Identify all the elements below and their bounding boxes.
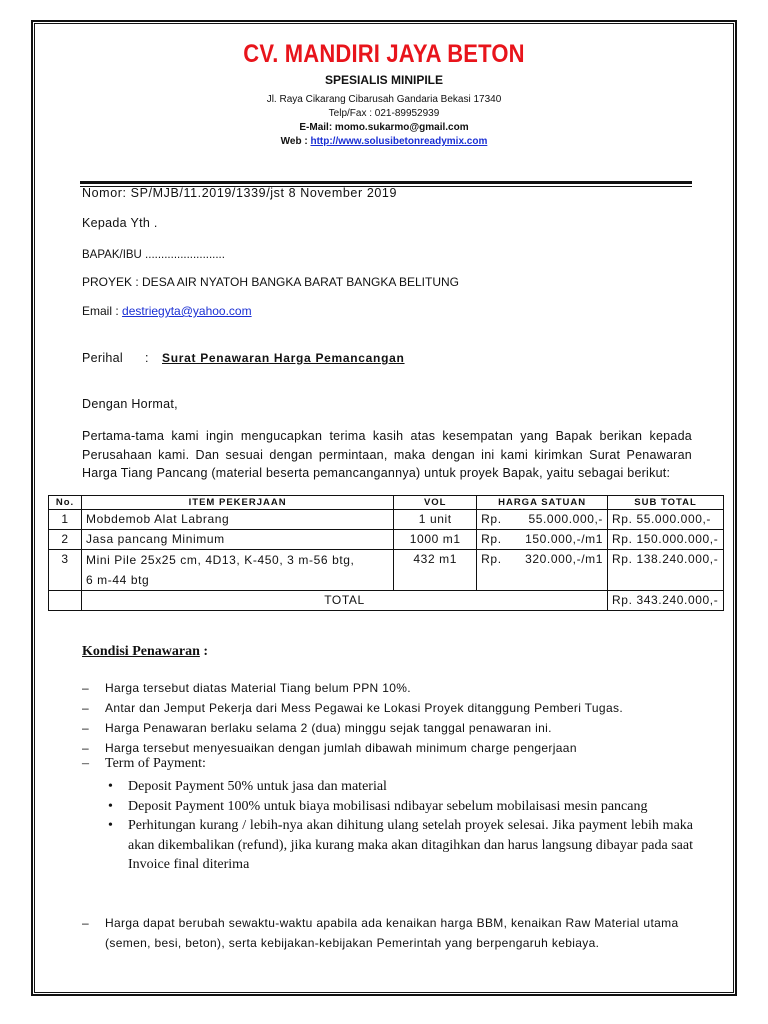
row-item-line1: Mini Pile 25x25 cm, 4D13, K-450, 3 m-56 btg,: [85, 553, 355, 567]
price-change-note: [82, 913, 694, 953]
recipient-email: [82, 304, 252, 318]
row-price: [477, 510, 608, 530]
list-item: [82, 698, 623, 718]
total-label: TOTAL: [81, 591, 607, 611]
price-change-text: Harga dapat berubah sewaktu-waktu apabila ada kenaikan harga BBM, kenaikan Raw Material utama (semen, besi, beton), serta kebijakan-kebijakan Pemerintah yang berpengaruh kebiaya.: [105, 916, 679, 950]
payment-item: [108, 816, 693, 875]
term-of-payment: [82, 756, 206, 772]
col-header-subtotal: SUB TOTAL: [608, 496, 724, 510]
dash-marker: –: [82, 681, 90, 695]
dash-marker: –: [82, 741, 90, 755]
price-currency: Rp.: [481, 532, 502, 546]
price-value: 320.000,-/m1: [525, 552, 604, 566]
payment-text: Deposit Payment 50% untuk jasa dan material: [128, 779, 387, 794]
subject: Surat Penawaran Harga Pemancangan: [162, 351, 405, 365]
intro-paragraph: Pertama-tama kami ingin mengucapkan terima kasih atas kesempatan yang Bapak berikan kepada Perusahaan kami. Dan sesuai dengan permintaan, maka dengan ini kami kirimkan Surat Penawaran Harga Tiang Pancang (material beserta pemancangannya) untuk proyek Bapak, yaitu sebagai berikut:: [82, 429, 692, 480]
dash-marker: –: [82, 916, 90, 930]
row-subtotal: Rp. 138.240.000,-: [608, 550, 724, 591]
list-item: [82, 738, 623, 758]
web-label: Web :: [280, 136, 311, 147]
conditions-heading-text: Kondisi Penawaran: [82, 644, 200, 659]
company-address: Jl. Raya Cikarang Cibarusah Gandaria Bekasi 17340: [266, 94, 502, 105]
web-link[interactable]: http://www.solusibetonreadymix.com: [310, 136, 488, 147]
row-item: Mobdemob Alat Labrang: [81, 510, 393, 530]
table-total-row: [49, 591, 724, 611]
payment-item: [108, 797, 693, 817]
recipient-email-link[interactable]: destriegyta@yahoo.com: [122, 304, 252, 318]
project-name: PROYEK : DESA AIR NYATOH BANGKA BARAT BANGKA BELITUNG: [82, 275, 460, 289]
row-subtotal: Rp. 150.000.000,-: [608, 530, 724, 550]
row-item-line2: 6 m-44 btg: [85, 573, 150, 587]
perihal-label: Perihal: [82, 351, 124, 365]
total-empty-cell: [49, 591, 82, 611]
table-row: [49, 550, 724, 591]
company-web: [0, 136, 768, 147]
conditions-heading-suffix: :: [199, 644, 209, 659]
row-vol: 432 m1: [394, 550, 477, 591]
payment-list: [108, 777, 693, 875]
col-header-item: ITEM PEKERJAAN: [81, 496, 393, 510]
table-row: [49, 510, 724, 530]
col-header-price: HARGA SATUAN: [477, 496, 608, 510]
letter-number: Nomor: SP/MJB/11.2019/1339/jst 8 November 2019: [82, 186, 398, 200]
header-rule-thick: [80, 181, 692, 184]
company-subtitle: SPESIALIS MINIPILE: [324, 73, 444, 87]
price-currency: Rp.: [481, 552, 502, 566]
table-row: [49, 530, 724, 550]
list-item: [82, 718, 623, 738]
conditions-heading: [82, 644, 208, 660]
perihal-colon: :: [145, 351, 149, 365]
col-header-no: No.: [49, 496, 82, 510]
row-price: [477, 550, 608, 591]
payment-item: [108, 777, 693, 797]
salutation: Dengan Hormat,: [82, 397, 178, 411]
term-label: Term of Payment:: [105, 756, 206, 771]
price-value: 55.000.000,-: [528, 512, 604, 526]
recipient-name: BAPAK/IBU .........................: [82, 249, 225, 261]
dash-marker: –: [82, 721, 90, 735]
row-item: Jasa pancang Minimum: [81, 530, 393, 550]
payment-text: Deposit Payment 100% untuk biaya mobilisasi ndibayar sebelum mobilaisasi mesin pancang: [128, 798, 648, 814]
payment-text: Perhitungan kurang / lebih-nya akan dihitung ulang setelah proyek selesai. Jika payment lebih maka akan dikembalikan (refund), jika kurang maka akan ditagihkan dan harus langsung dibayar pada saat Invoice final diterima: [128, 818, 693, 872]
list-item-text: Harga tersebut diatas Material Tiang belum PPN 10%.: [105, 681, 411, 695]
list-item-text: Harga Penawaran berlaku selama 2 (dua) minggu sejak tanggal penawaran ini.: [105, 721, 552, 735]
dash-marker: –: [82, 701, 90, 715]
row-subtotal: Rp. 55.000.000,-: [608, 510, 724, 530]
bullet-marker: •: [108, 779, 113, 794]
table-header-row: [49, 496, 724, 510]
dash-marker: –: [82, 756, 89, 771]
list-item-text: Antar dan Jemput Pekerja dari Mess Pegawai ke Lokasi Proyek ditanggung Pemberi Tugas.: [105, 701, 624, 715]
recipient-greeting: Kepada Yth .: [82, 216, 158, 230]
bullet-marker: •: [108, 798, 113, 814]
bullet-marker: •: [108, 818, 113, 833]
total-value: Rp. 343.240.000,-: [608, 591, 724, 611]
price-currency: Rp.: [481, 512, 502, 526]
col-header-vol: VOL: [394, 496, 477, 510]
email-label: Email :: [82, 304, 123, 318]
row-no: 3: [49, 550, 82, 591]
row-no: 2: [49, 530, 82, 550]
conditions-list: [82, 678, 623, 758]
list-item: [82, 678, 623, 698]
company-name: CV. MANDIRI JAYA BETON: [243, 40, 525, 68]
row-vol: 1000 m1: [394, 530, 477, 550]
items-table: [48, 495, 724, 611]
row-price: [477, 530, 608, 550]
row-item: [81, 550, 393, 591]
row-vol: 1 unit: [394, 510, 477, 530]
row-no: 1: [49, 510, 82, 530]
list-item-text: Harga tersebut menyesuaikan dengan jumlah dibawah minimum charge pengerjaan: [105, 741, 577, 755]
company-email: E-Mail: momo.sukarmo@gmail.com: [299, 122, 469, 133]
price-value: 150.000,-/m1: [525, 532, 604, 546]
company-phone: Telp/Fax : 021-89952939: [328, 108, 440, 119]
